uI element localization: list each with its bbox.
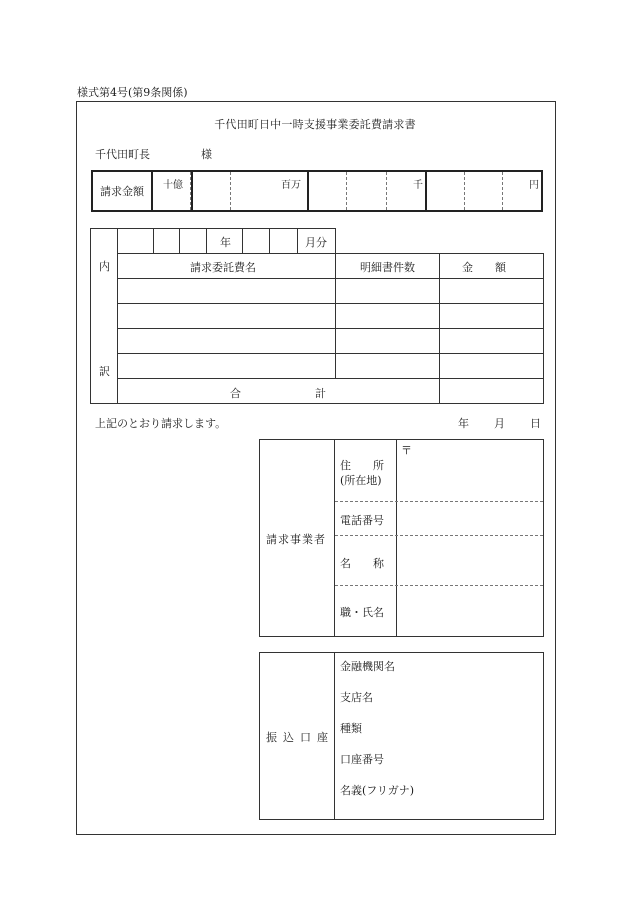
header-amount: 金 額: [462, 261, 506, 274]
company-name-field[interactable]: [397, 536, 543, 585]
table-row-item-name[interactable]: [118, 354, 335, 378]
total-label-2: 計: [315, 387, 326, 400]
company-name-label: 名 称: [340, 557, 384, 570]
amount-digit-cell[interactable]: [191, 172, 231, 210]
table-row-item-name[interactable]: [118, 304, 335, 328]
amount-digit-cell[interactable]: [465, 172, 503, 210]
breakdown-table: [90, 228, 544, 404]
address-field[interactable]: [397, 440, 543, 501]
form-title: 千代田町日中一時支援事業委託費請求書: [214, 118, 416, 131]
amount-digit-cell[interactable]: [309, 172, 347, 210]
date-year-label: 年: [458, 417, 469, 430]
address-sublabel: (所在地): [340, 474, 382, 487]
claim-amount-box: [91, 170, 543, 212]
account-type-label: 種類: [340, 722, 362, 735]
claimant-box: [259, 439, 544, 637]
claim-amount-label: 請求金額: [93, 172, 153, 210]
bank-name-label: 金融機関名: [340, 660, 395, 673]
bank-account-box: [259, 652, 544, 820]
breakdown-label-bottom: 訳: [99, 365, 110, 378]
date-day-label: 日: [530, 417, 541, 430]
breakdown-label-top: 内: [99, 260, 110, 273]
addressee-honorific: 様: [201, 148, 212, 161]
representative-field[interactable]: [397, 586, 543, 636]
year-label: 年: [220, 236, 231, 249]
table-row-item-name[interactable]: [118, 279, 335, 303]
year-digit-cell[interactable]: [154, 228, 180, 253]
month-digit-cell[interactable]: [243, 228, 270, 253]
month-label: 月分: [305, 236, 327, 249]
year-digit-cell[interactable]: [180, 228, 207, 253]
month-digit-cell[interactable]: [270, 228, 298, 253]
account-number-label: 口座番号: [340, 753, 384, 766]
amount-digit-cell[interactable]: [347, 172, 387, 210]
claimant-label: 請求事業者: [266, 533, 326, 546]
postal-mark: 〒: [401, 444, 412, 457]
unit-billion: 十億: [163, 180, 183, 191]
unit-yen: 円: [529, 180, 539, 191]
branch-name-label: 支店名: [340, 691, 373, 704]
header-item-name: 請求委託費名: [190, 261, 256, 274]
addressee: [95, 146, 212, 162]
unit-thousand: 千: [413, 180, 423, 191]
request-statement: 上記のとおり請求します。: [95, 417, 227, 430]
addressee-name: 千代田町長: [95, 148, 150, 161]
phone-field[interactable]: [397, 502, 543, 535]
account-holder-label: 名義(フリガナ): [340, 784, 415, 797]
address-label: 住 所: [340, 459, 384, 472]
year-digit-cell[interactable]: [118, 228, 154, 253]
date-month-label: 月: [494, 417, 505, 430]
table-row-item-name[interactable]: [118, 329, 335, 353]
form-number-label: 様式第4号(第9条関係): [77, 86, 188, 99]
total-label-1: 合: [230, 387, 241, 400]
phone-label: 電話番号: [340, 514, 384, 527]
unit-million: 百万: [281, 180, 301, 191]
representative-label: 職・氏名: [340, 606, 384, 619]
amount-digit-cell[interactable]: [427, 172, 465, 210]
bank-account-label: 振込口座: [266, 731, 334, 744]
header-count: 明細書件数: [360, 261, 415, 274]
